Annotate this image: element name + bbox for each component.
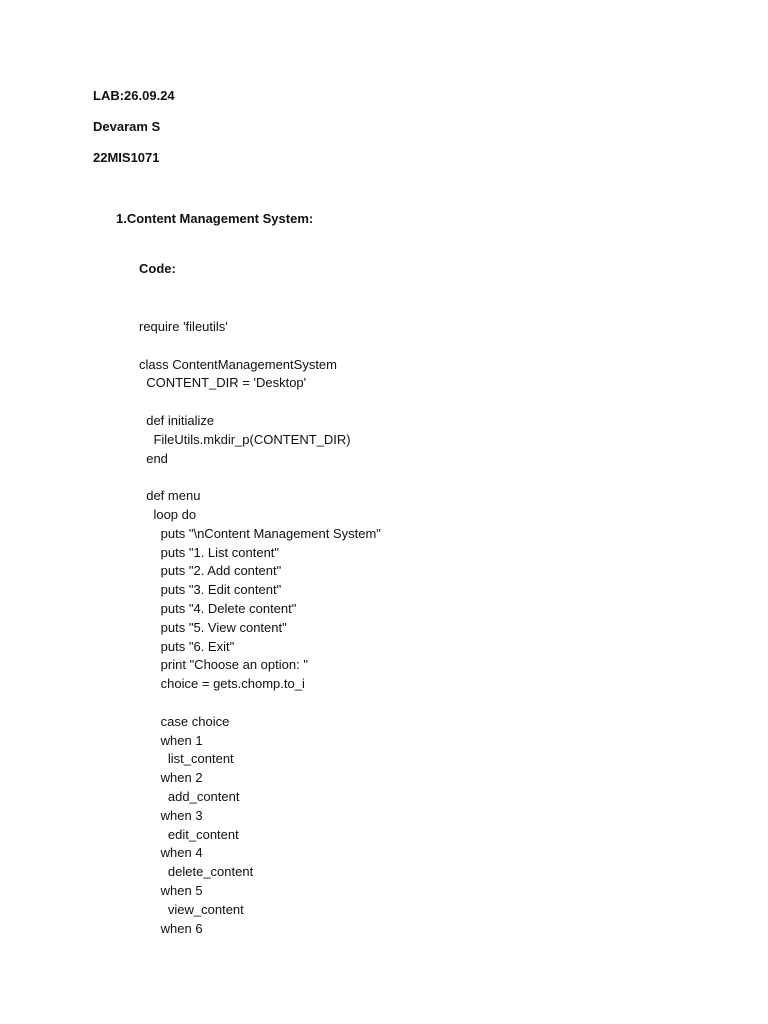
- lab-date: LAB:26.09.24: [93, 88, 175, 103]
- code-line: puts "2. Add content": [139, 563, 282, 579]
- code-line: [139, 694, 381, 713]
- code-line: puts "5. View content": [139, 619, 287, 635]
- code-line: puts "1. List content": [139, 544, 280, 560]
- code-line: require 'fileutils': [139, 319, 228, 334]
- code-line: FileUtils.mkdir_p(CONTENT_DIR): [139, 431, 351, 447]
- code-label: Code:: [139, 261, 176, 276]
- code-line: when 6: [139, 920, 203, 936]
- code-line: puts "\nContent Management System": [139, 525, 381, 541]
- code-line: view_content: [139, 901, 244, 917]
- code-line: puts "6. Exit": [139, 638, 235, 654]
- code-line: delete_content: [139, 864, 254, 880]
- student-name: Devaram S: [93, 119, 161, 134]
- code-line: choice = gets.chomp.to_i: [139, 676, 305, 692]
- code-line: when 1: [139, 732, 203, 748]
- code-line: print "Choose an option: ": [139, 657, 308, 673]
- code-line: when 5: [139, 882, 203, 898]
- code-line: list_content: [139, 751, 234, 767]
- code-line: def initialize: [139, 412, 215, 428]
- code-line: def menu: [139, 488, 201, 504]
- code-line: add_content: [139, 788, 240, 804]
- code-line: loop do: [139, 506, 197, 522]
- code-block: [139, 318, 381, 938]
- registration-number: 22MIS1071: [93, 150, 160, 165]
- code-line: puts "3. Edit content": [139, 582, 282, 598]
- section-title: 1.Content Management System:: [116, 211, 314, 226]
- code-line: when 2: [139, 770, 203, 786]
- code-line: case choice: [139, 713, 230, 729]
- code-line: edit_content: [139, 826, 239, 842]
- code-line: when 4: [139, 845, 203, 861]
- code-line: class ContentManagementSystem: [139, 356, 337, 372]
- code-line: when 3: [139, 807, 203, 823]
- code-line: [139, 468, 381, 487]
- code-line: puts "4. Delete content": [139, 600, 297, 616]
- code-line: [139, 337, 381, 356]
- code-line: CONTENT_DIR = 'Desktop': [139, 375, 307, 391]
- code-line: [139, 393, 381, 412]
- code-line: end: [139, 450, 168, 466]
